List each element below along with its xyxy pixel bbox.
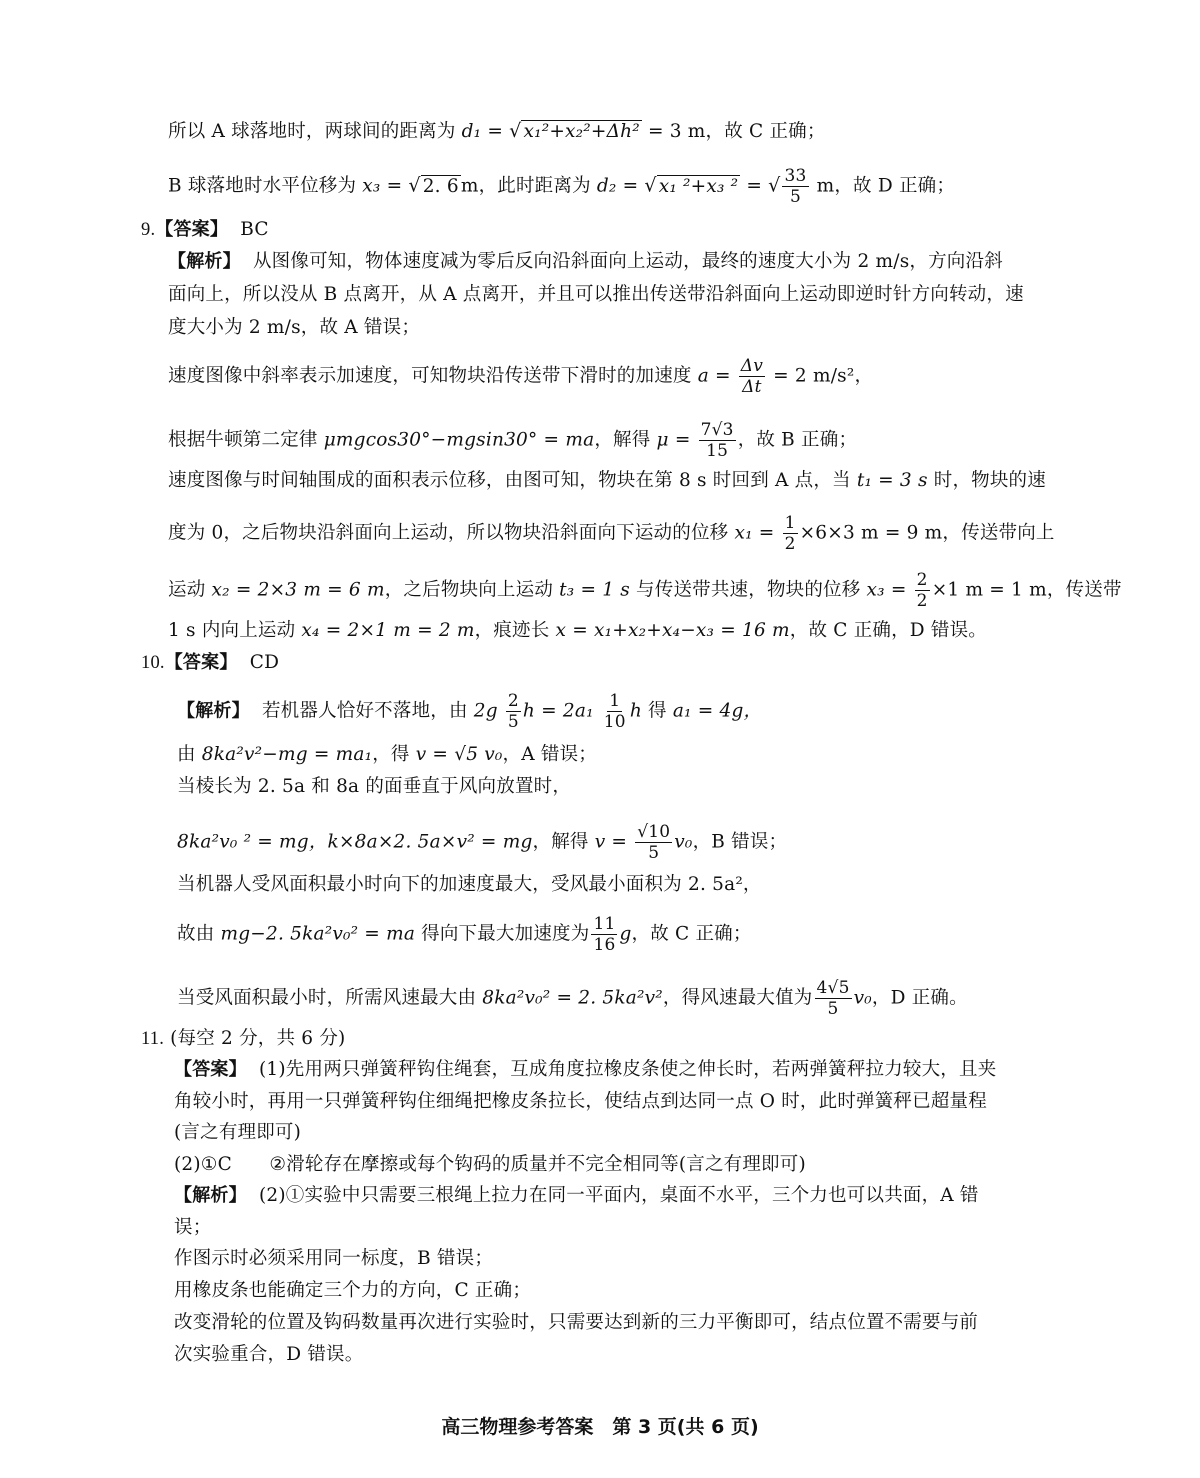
text-line: [168, 166, 955, 207]
frac-num: 11: [593, 914, 616, 934]
math-x3b-rhs: ×1 m = 1 m: [931, 579, 1047, 601]
math-eq4: mg−2. 5ka²v₀² = ma: [220, 923, 416, 945]
line-text: 角较小时，再用一只弹簧秤钩住细绳把橡皮条拉长，使结点到达同一点 O 时，此时弹簧秤已超量程: [174, 1091, 987, 1112]
text-line: [174, 1055, 996, 1085]
text-line: [168, 513, 1055, 554]
line-text: ，故 C 正确；: [705, 121, 826, 142]
text-line: [174, 1118, 301, 1148]
line-text: 当棱长为 2. 5a 和 8a 的面垂直于风向放置时，: [177, 776, 572, 797]
fraction: [782, 166, 808, 207]
frac-den: 5: [648, 843, 660, 863]
math-x3-radicand: 2. 6: [422, 175, 459, 197]
text-line: [177, 772, 571, 802]
line-text: (每空 2 分，共 6 分): [170, 1028, 346, 1049]
answer-value: BC: [240, 219, 269, 240]
page-footer: 高三物理参考答案 第 3 页(共 6 页): [441, 1416, 759, 1438]
line-text: ，之后物块向上运动: [384, 579, 560, 601]
math-eq5: 8ka²v₀² = 2. 5ka²v²: [482, 987, 663, 1009]
text-line: [177, 978, 968, 1019]
math-d2-eq: =: [740, 175, 769, 197]
line-text: (2)①C ②滑轮存在摩擦或每个钩码的质量并不完全相同等(言之有理即可): [174, 1154, 806, 1175]
math-d2-radicand: x₁ ²+x₃ ²: [658, 175, 739, 197]
question-9-answer: [141, 215, 269, 245]
line-text: ，传送带向上: [942, 522, 1055, 544]
line-text: 1 s 内向上运动: [168, 620, 302, 641]
sqrt-sign: √: [509, 120, 522, 142]
math-g: g: [619, 923, 632, 945]
math-x2: x₂ = 2×3 m = 6 m: [211, 579, 385, 601]
math-d1-radicand: x₁²+x₂²+Δh²: [523, 121, 640, 142]
fraction: [591, 914, 617, 955]
fraction: [635, 822, 672, 863]
frac-den: 2: [916, 591, 928, 611]
math-x3b-lhs: x₃ =: [866, 579, 913, 601]
frac-num: 33: [784, 166, 807, 186]
line-text: ，: [854, 365, 874, 387]
frac-num: 7√3: [700, 420, 734, 440]
line-text: ，故 C 正确，D 错误。: [789, 620, 988, 641]
math-mu-lhs: μ =: [656, 429, 697, 451]
frac-num: 4√5: [816, 978, 850, 998]
line-text: ，故 D 正确；: [834, 175, 956, 197]
line-text: ，传送带: [1046, 579, 1122, 601]
math-eq3: 8ka²v₀ ² = mg，k×8a×2. 5a×v² = mg: [177, 831, 533, 853]
line-text: ，D 正确。: [871, 987, 968, 1009]
math-eq2: 8ka²v²−mg = ma₁: [201, 744, 373, 765]
frac-num: √10: [637, 822, 671, 842]
line-text: 作图示时必须采用同一标度，B 错误；: [174, 1248, 494, 1269]
frac-den: 5: [507, 712, 519, 732]
math-eq1: 2g: [473, 700, 504, 722]
text-line: [174, 1213, 211, 1243]
line-text: (言之有理即可): [174, 1122, 302, 1143]
text-line: [177, 914, 752, 955]
line-text: 由: [177, 744, 202, 765]
line-text: ，解得: [532, 831, 595, 853]
answer-value: CD: [249, 652, 280, 673]
analysis-tag: 【解析】: [174, 1185, 247, 1206]
question-number: 10.: [141, 653, 165, 673]
line-text: ，此时距离为: [478, 175, 597, 197]
frac-den: 10: [603, 712, 626, 732]
math-a1: a₁ = 4g，: [672, 700, 763, 722]
line-text: ，故 B 正确；: [737, 429, 858, 451]
line-text: 当机器人受风面积最小时向下的加速度最大，受风最小面积为 2. 5a²，: [177, 874, 762, 895]
frac-den: 16: [593, 935, 616, 955]
math-eq1: h: [629, 700, 642, 722]
line-text: ，B 错误；: [692, 831, 788, 853]
math-x3-unit: m: [460, 175, 479, 197]
frac-num: 2: [507, 691, 519, 711]
line-text: 若机器人恰好不落地，由: [261, 700, 474, 722]
math-x3-lhs: x₃ =: [362, 175, 409, 197]
line-text: ，故 C 正确；: [631, 923, 752, 945]
text-line: [168, 116, 826, 147]
line-text: 时，物块的速: [927, 470, 1046, 491]
question-10-answer: [141, 648, 279, 678]
frac-den: 2: [784, 534, 796, 554]
fraction: [506, 691, 521, 732]
line-text: 面向上，所以没从 B 点离开，从 A 点离开，并且可以推出传送带沿斜面向上运动即逆时针方向转动，速: [168, 284, 1024, 305]
text-line: [168, 570, 1122, 611]
fraction: [915, 570, 930, 611]
math-d1-lhs: d₁ =: [461, 121, 510, 142]
math-d2-lhs: d₂ =: [596, 175, 645, 197]
frac-num: 2: [916, 570, 928, 590]
line-text: B 球落地时水平位移为: [168, 175, 363, 197]
line-text: 得向下最大加速度为: [415, 923, 590, 945]
text-line: [168, 466, 1046, 496]
line-text: 当受风面积最小时，所需风速最大由: [177, 987, 483, 1009]
answer-tag: 【答案】: [164, 652, 238, 673]
math-vmax: v₀: [853, 987, 872, 1009]
line-text: ，解得: [594, 429, 657, 451]
math-a-lhs: a =: [697, 365, 737, 387]
line-text: 根据牛顿第二定律: [168, 429, 324, 451]
frac-den: 15: [706, 441, 729, 461]
analysis-tag: 【解析】: [168, 251, 241, 272]
text-line: [168, 280, 1024, 310]
text-line: [168, 313, 420, 343]
question-number: 11.: [141, 1029, 165, 1049]
text-line: [168, 616, 987, 646]
sqrt-sign: √: [768, 174, 781, 197]
text-line: [168, 420, 857, 461]
line-text: 运动: [168, 579, 212, 601]
text-line: [177, 870, 762, 900]
line-text: ，得风速最大值为: [662, 987, 813, 1009]
math-x4: x₄ = 2×1 m = 2 m: [301, 620, 475, 641]
text-line: [174, 1308, 978, 1338]
line-text: ，得: [372, 744, 416, 765]
math-a-rhs: = 2 m/s²: [767, 365, 855, 387]
text-line: [174, 1181, 979, 1211]
question-number: 9.: [141, 220, 156, 240]
fraction: [602, 691, 628, 732]
text-line: [177, 740, 597, 770]
answer-tag: 【答案】: [155, 219, 229, 240]
fraction: [783, 513, 798, 554]
math-xsum: x = x₁+x₂+x₄−x₃ = 16 m: [555, 620, 790, 641]
line-text: 用橡皮条也能确定三个力的方向，C 正确；: [174, 1280, 532, 1301]
math-v1: v = √5 v₀: [415, 744, 503, 765]
frac-den: Δt: [742, 377, 762, 397]
frac-num: 1: [784, 513, 796, 533]
line-text: 速度图像中斜率表示加速度，可知物块沿传送带下滑时的加速度: [168, 365, 698, 387]
math-t1: t₁ = 3 s: [856, 470, 928, 491]
fraction: [699, 420, 736, 461]
sqrt-sign: √: [644, 174, 657, 197]
math-x1-rhs: ×6×3 m = 9 m: [799, 522, 943, 544]
answer-tag: 【答案】: [174, 1059, 247, 1080]
line-text: 得: [641, 700, 673, 722]
math-t3: t₃ = 1 s: [559, 579, 630, 601]
line-text: 次实验重合，D 错误。: [174, 1344, 364, 1365]
line-text: (2)①实验中只需要三根绳上拉力在同一平面内，桌面不水平，三个力也可以共面，A 错: [258, 1185, 979, 1206]
text-line: [177, 691, 762, 732]
line-text: ，痕迹长: [474, 620, 556, 641]
line-text: 误；: [174, 1217, 212, 1238]
line-text: 度为 0，之后物块沿斜面向上运动，所以物块沿斜面向下运动的位移: [168, 522, 735, 544]
text-line: [174, 1244, 493, 1274]
frac-num: 1: [609, 691, 621, 711]
question-11-header: [141, 1024, 345, 1054]
frac-den: 5: [827, 999, 839, 1019]
text-line: [168, 247, 1003, 277]
text-line: [174, 1340, 363, 1370]
line-text: 速度图像与时间轴围成的面积表示位移，由图可知，物块在第 8 s 时回到 A 点，当: [168, 470, 857, 491]
line-text: ，A 错误；: [502, 744, 597, 765]
fraction: [815, 978, 852, 1019]
line-text: 度大小为 2 m/s，故 A 错误；: [168, 317, 421, 338]
text-line: [174, 1150, 806, 1180]
sqrt-sign: √: [408, 174, 421, 197]
math-d2-unit: m: [810, 175, 835, 197]
math-v2-lhs: v =: [594, 831, 634, 853]
line-text: 故由: [177, 923, 221, 945]
line-text: (1)先用两只弹簧秤钩住绳套，互成角度拉橡皮条使之伸长时，若两弹簧秤拉力较大，且夹: [258, 1059, 997, 1080]
math-x1-lhs: x₁ =: [734, 522, 781, 544]
line-text: 与传送带共速，物块的位移: [629, 579, 867, 601]
math-eq1: h = 2a₁: [522, 700, 600, 722]
fraction: [739, 356, 765, 397]
text-line: [177, 822, 787, 863]
math-v2-rhs: v₀: [674, 831, 693, 853]
analysis-tag: 【解析】: [177, 700, 250, 722]
frac-den: 5: [789, 187, 802, 207]
math-d1-rhs: = 3 m: [641, 121, 706, 142]
text-line: [174, 1276, 531, 1306]
text-line: [174, 1087, 987, 1117]
text-line: [168, 356, 873, 397]
line-text: 所以 A 球落地时，两球间的距离为: [168, 121, 462, 142]
math-newton: μmgcos30°−mgsin30° = ma: [323, 429, 595, 451]
line-text: 从图像可知，物体速度减为零后反向沿斜面向上运动，最终的速度大小为 2 m/s，方向沿斜: [252, 251, 1003, 272]
line-text: 改变滑轮的位置及钩码数量再次进行实验时，只需要达到新的三力平衡即可，结点位置不需要与前: [174, 1312, 979, 1333]
frac-num: Δv: [740, 356, 764, 376]
